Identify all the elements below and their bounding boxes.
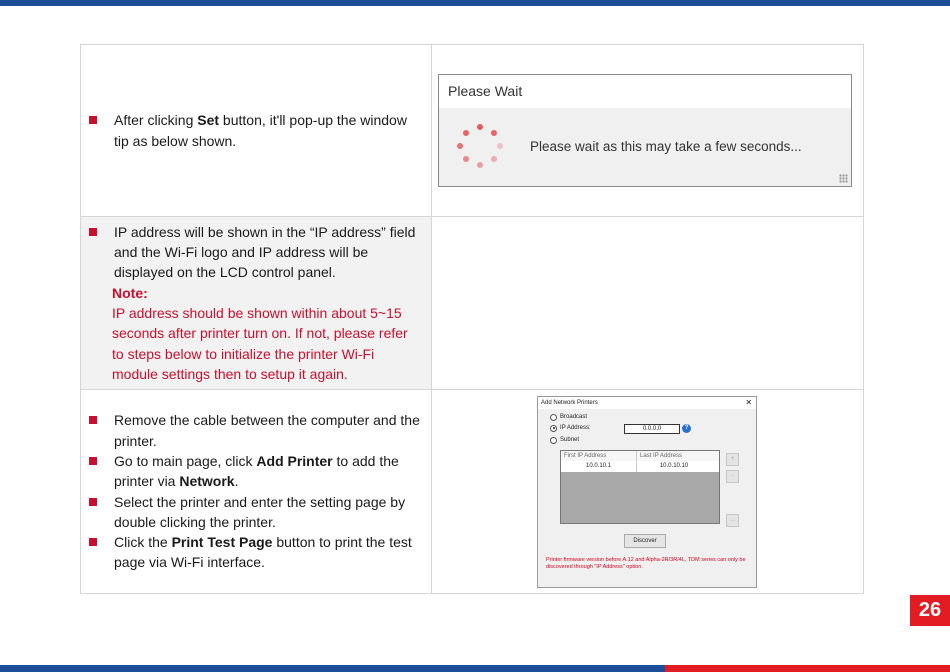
- empty-cell: [432, 217, 864, 390]
- list-item: After clicking Set button, it'll pop-up the window tip as below shown.: [87, 110, 421, 151]
- radio-subnet[interactable]: Subnet: [550, 437, 579, 444]
- note-title: Note:: [112, 284, 148, 301]
- close-icon[interactable]: ✕: [745, 397, 753, 407]
- instruction-cell: [81, 390, 432, 594]
- bottom-accent-bar: [665, 665, 950, 672]
- list-item: Click the Print Test Page button to print the test page via Wi-Fi interface.: [87, 532, 421, 573]
- bullet-list: [87, 110, 421, 151]
- radio-ip-address[interactable]: IP Address:: [550, 425, 591, 432]
- list-item: IP address will be shown in the “IP address” field and the Wi-Fi logo and IP address will be displayed on the LCD control panel.: [87, 222, 421, 283]
- ip-address-input[interactable]: 0.0.0.0: [624, 424, 680, 434]
- list-item: Remove the cable between the computer and the printer.: [87, 410, 421, 451]
- dialog-title: Add Network Printers: [538, 397, 756, 409]
- more-button[interactable]: ...: [726, 514, 739, 527]
- screenshot-cell: [432, 45, 864, 217]
- table-row: [81, 45, 864, 217]
- instruction-cell: [81, 45, 432, 217]
- dialog-body: [439, 108, 851, 186]
- help-icon[interactable]: ?: [682, 424, 691, 433]
- list-item: Select the printer and enter the setting page by double clicking the printer.: [87, 492, 421, 533]
- radio-broadcast[interactable]: Broadcast: [550, 414, 587, 421]
- bullet-list: [87, 222, 421, 283]
- note-block: [87, 283, 421, 384]
- radio-button-icon[interactable]: [550, 425, 557, 432]
- note-text: IP address should be shown within about 5~15 seconds after printer turn on. If not, please refer to steps below to initialize the printer Wi-Fi module settings then to setup it again.: [112, 305, 408, 382]
- instruction-cell: [81, 217, 432, 390]
- screenshot-cell: [432, 390, 864, 594]
- table-row[interactable]: 10.0.10.1 10.0.10.10: [561, 461, 719, 472]
- ip-range-table: [560, 450, 720, 524]
- loading-spinner-icon: [457, 122, 503, 168]
- bullet-list: [87, 410, 421, 572]
- table-header: First IP Address Last IP Address: [561, 451, 719, 461]
- top-brand-bar: [0, 0, 950, 6]
- add-range-button[interactable]: +: [726, 453, 739, 466]
- radio-button-icon[interactable]: [550, 414, 557, 421]
- list-item: Go to main page, click Add Printer to add the printer via Network.: [87, 451, 421, 492]
- add-network-printers-dialog: [537, 396, 757, 588]
- firmware-note: Printer firmware version before A.12 and Alpha-2R/3R/4L, TDM series can only be discovered through "IP Address" option.: [546, 556, 746, 570]
- table-row: [81, 217, 864, 390]
- radio-button-icon[interactable]: [550, 437, 557, 444]
- table-row: [81, 390, 864, 594]
- please-wait-dialog: [438, 74, 852, 187]
- instruction-table: [80, 44, 864, 594]
- discover-button[interactable]: Discover: [624, 534, 666, 548]
- resize-grip-icon[interactable]: [839, 174, 848, 183]
- remove-range-button[interactable]: -: [726, 470, 739, 483]
- page-number: 26: [910, 595, 950, 626]
- bottom-brand-bar: [0, 665, 665, 672]
- dialog-message: Please wait as this may take a few seconds...: [530, 139, 802, 154]
- dialog-title: Please Wait: [439, 75, 851, 107]
